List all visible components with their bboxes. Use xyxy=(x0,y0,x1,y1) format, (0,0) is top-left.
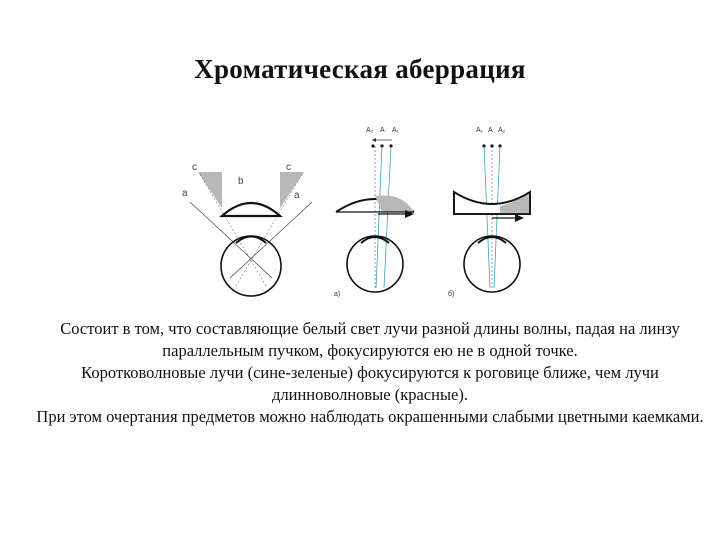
right-ray-wedge xyxy=(280,172,304,208)
label-a-right: a xyxy=(294,190,300,201)
paragraph-colored-edges: При этом очертания предметов можно наблюдать окрашенными слабыми цветными каемками. xyxy=(36,407,704,426)
middle-diagram xyxy=(334,127,414,298)
slide-title: Хроматическая аберрация xyxy=(194,54,526,84)
focal-arrow-head xyxy=(372,138,376,142)
illustration-svg xyxy=(170,118,560,308)
ray-line xyxy=(376,146,382,288)
paragraph-definition: Состоит в том, что составляющие белый свет лучи разной длины волны, падая на линзу параллельным пучком, фокусируются ею не в одной точке. xyxy=(60,319,680,360)
right-diagram xyxy=(448,127,530,298)
label-a1: A₁ xyxy=(476,127,484,134)
label-b: b xyxy=(238,176,244,187)
ray-line xyxy=(484,146,490,288)
label-a-left: a xyxy=(182,188,188,199)
left-ray-wedge xyxy=(198,172,222,208)
left-diagram xyxy=(182,162,312,296)
label-a: A xyxy=(488,127,493,134)
label-a: A xyxy=(380,127,385,134)
caption-a: а) xyxy=(334,291,341,298)
label-a1: A₁ xyxy=(392,127,400,134)
label-c-left: c xyxy=(192,162,197,173)
chromatic-aberration-illustration xyxy=(170,118,560,308)
ray-line xyxy=(236,174,302,286)
label-c-right: c xyxy=(286,162,291,173)
ray-line xyxy=(494,146,500,288)
focal-point-a2 xyxy=(371,144,374,147)
caption-b: б) xyxy=(448,291,455,298)
ray-line xyxy=(384,146,391,288)
lens-shading xyxy=(375,195,414,212)
paragraph-short-waves: Коротковолновые лучи (сине-зеленые) фокусируются к роговице ближе, чем лучи длинноволновые (красные). xyxy=(81,363,659,404)
convex-lens xyxy=(222,203,280,216)
label-a2: A₂ xyxy=(366,127,374,134)
ray-line xyxy=(200,174,266,286)
eye-circle xyxy=(221,236,281,296)
motion-arrow-head xyxy=(515,214,524,222)
label-a2: A₂ xyxy=(498,127,506,134)
description-text xyxy=(30,318,710,428)
